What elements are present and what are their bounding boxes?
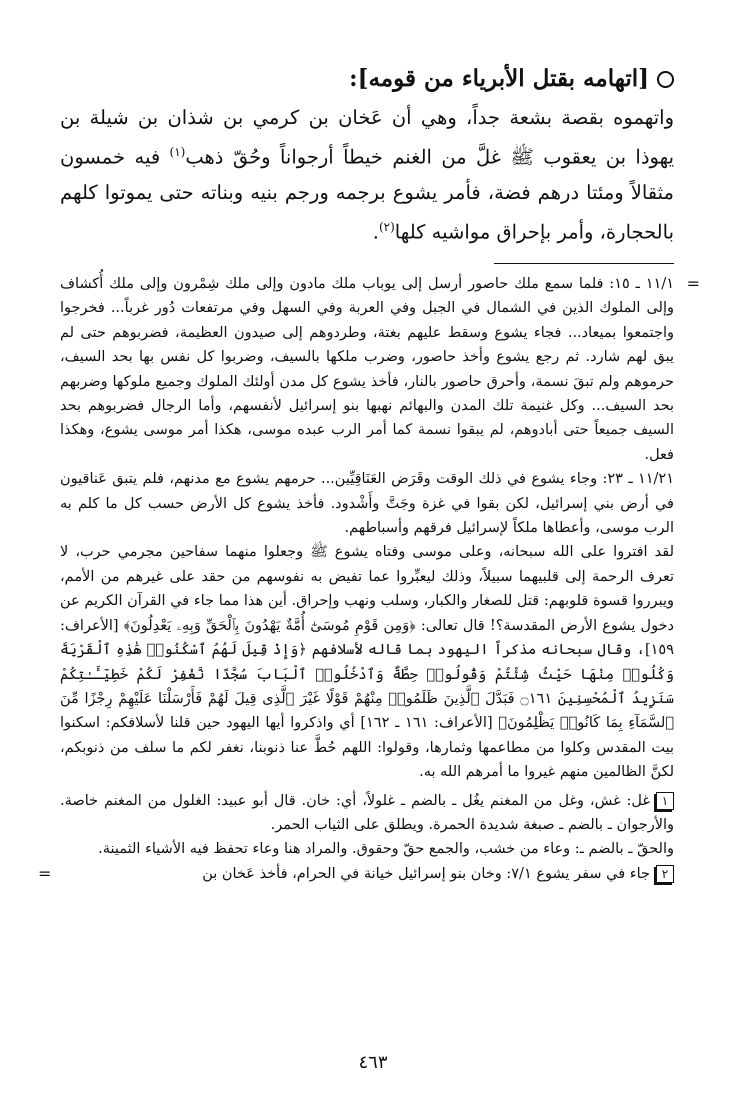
footnote-ref-2: (٢) [378,219,395,234]
page-number: ٤٦٣ [358,1052,388,1073]
section-heading-text: [اتهامه بقتل الأبرياء من قومه]: [349,65,649,92]
footnote-paragraph-3: لقد افتروا على الله سبحانه، وعلى موسى وفتاه يشوع ﷺ وجعلوا منهما سفاحين مجرمي حرب، لا تعرف الرحمة إلى قلبيهما سبيلاً، وذلك ليعبِّروا عما تفيض به نفوسهم من حقد على غيرهم من الأمم، ويبرروا قسوة قلوبهم: قتل للصغار والكبار، وسلب ونهب وإحراق. أين هذا مما جاء في القرآن الكريم عن دخول يشوع الأرض المقدسة؟! قال تعالى: ﴿وَمِن قَوْمِ مُوسَىٰٓ أُمَّةٌ يَهْدُونَ بِٱلْحَقِّ وَبِهِۦ يَعْدِلُونَ﴾ [الأعراف: ١٥٩]، وقال سبحانه مذكراً اليهود بما قاله لأسلافهم ﴿وَإِذْ قِيلَ لَهُمُ ٱسْكُنُوا۟ هَٰذِهِ ٱلْقَرْيَةَ وَكُلُوا۟ مِنْهَا حَيْثُ شِئْتُمْ وَقُولُوا۟ حِطَّةٌ وَٱدْخُلُوا۟ ٱلْبَابَ سُجَّدًا نَّغْفِرْ لَكُمْ خَطِيٓـَٔـٰتِكُمْ سَنَزِيدُ ٱلْمُحْسِنِينَ ۝١٦١ فَبَدَّلَ ٱلَّذِينَ ظَلَمُوا۟ مِنْهُمْ قَوْلًا غَيْرَ ٱلَّذِى قِيلَ لَهُمْ فَأَرْسَلْنَا عَلَيْهِمْ رِجْزًا مِّنَ ٱلسَّمَآءِ بِمَا كَانُوا۟ يَظْلِمُونَ﴾ [الأعراف: ١٦١ ـ ١٦٢] أي واذكروا أيها اليهود حين قلنا لأسلافكم: اسكنوا بيت المقدس وكلوا من مطاعمها وثمارها، وقولوا: اللهم حُطَّ عنا ذنوبنا، نغفر لكم ما سلف من ذنوبكم، لكنَّ الظالمين منهم غيروا ما أمرهم الله به. [60,544,675,781]
main-paragraph-part3: . [372,220,379,243]
footnote-paragraph-2: ١١/٢١ ـ ٢٣: وجاء يشوع في ذلك الوقت وقَرَض العَنَاقِيِّين... حرمهم يشوع مع مدنهم، فلم يتبق عَناقيون في أرض بني إسرائيل، لكن بقوا في غزة وجَتَّ وأَشْدود. فأخذ يشوع كل الأرض حسب كل ما كلم به الرب موسى، وأعطاها ملكاً لإسرائيل فرقهم وأسباطهم. [60,471,675,537]
circle-bullet-icon [657,71,674,88]
continuation-marker: = [686,274,700,293]
footnote-ref-1: (١) [169,145,186,159]
footnote-2-text: جاء في سفر يشوع ٧/١: وخان بنو إسرائيل خيانة في الحرام، فأخذ عَخان بن [202,865,650,882]
section-heading [60,62,674,96]
footnote-paragraph-1: ١١/١ ـ ١٥: فلما سمع ملك حاصور أرسل إلى يوباب ملك مادون وإلى ملك شِمْرون وإلى ملك أُكشاف وإلى الملوك الذين في الشمال في الجبل وفي العربة وفي السهل وفي مرتفعات دُور غرباً... فخرجوا واجتمعوا بميعاد... فجاء يشوع وسقط عليهم بغتة، وطردوهم إلى صيدون العظيمة، فضربوهم حتى لم يبق لهم شارد. ثم رجع يشوع وأخذ حاصور، وضرب ملكها بالسيف، وضربوا كل نفس بها بحد السيف، حرموهم ولم تبقَ نسمة، وأحرق حاصور بالنار، فأخذ يشوع كل مدن أولئك الملوك وجميع ملوكها وضربهم بحد السيف... وكل غنيمة تلك المدن والبهائم نهبها بنو إسرائيل لأنفسهم، وأما الرجال فضربوهم بحد السيف جميعاً حتى أبادوهم، لم يبقوا نسمة كما أمر الرب عبده موسى، هكذا أمر موسى يشوع، وهكذا فعل. [60,276,674,463]
main-paragraph [60,100,674,249]
main-paragraph-part2: فيه خمسون مثقالاً ومئتا درهم فضة، فأمر يشوع برجمه ورجم بنيه وبناته حتى يموتوا كلهم بالحجارة، وأمر بإحراق مواشيه كلها [60,145,674,243]
footnote-2 [38,862,674,886]
main-paragraph-part1: واتهموه بقصة بشعة جداً، وهي أن عَخان بن كرمي بن شذان بن شيلة بن يهوذا بن يعقوب ﷺ غلَّ من الغنم خيطاً أرجواناً وحُقّ ذهب [60,106,674,169]
main-text [60,100,674,249]
footnote-2-continuation-marker: = [38,863,52,883]
footnote-continuation [60,272,700,467]
footnotes [38,272,700,886]
footnote-1-text: غل: غش، وغل من المغنم يغُل ـ بالضم ـ غلولاً، أي: خان. قال أبو عبيد: الغلول من المغنم خاصة. والأرجوان ـ بالضم ـ صبغة شديدة الحمرة. ويطلق على الثياب الحمر. [60,792,674,833]
footnote-1 [60,789,674,838]
footnote-2-number: ٢ [656,865,674,883]
footnote-separator [494,263,674,264]
footnote-1-number: ١ [656,792,674,810]
footnote-1-continued: والحقّ ـ بالضم ـ: وعاء من خشب، والجمع حقّ وحقوق. والمراد هنا وعاء تحفظ فيه الأشياء الثمينة. [98,841,674,858]
